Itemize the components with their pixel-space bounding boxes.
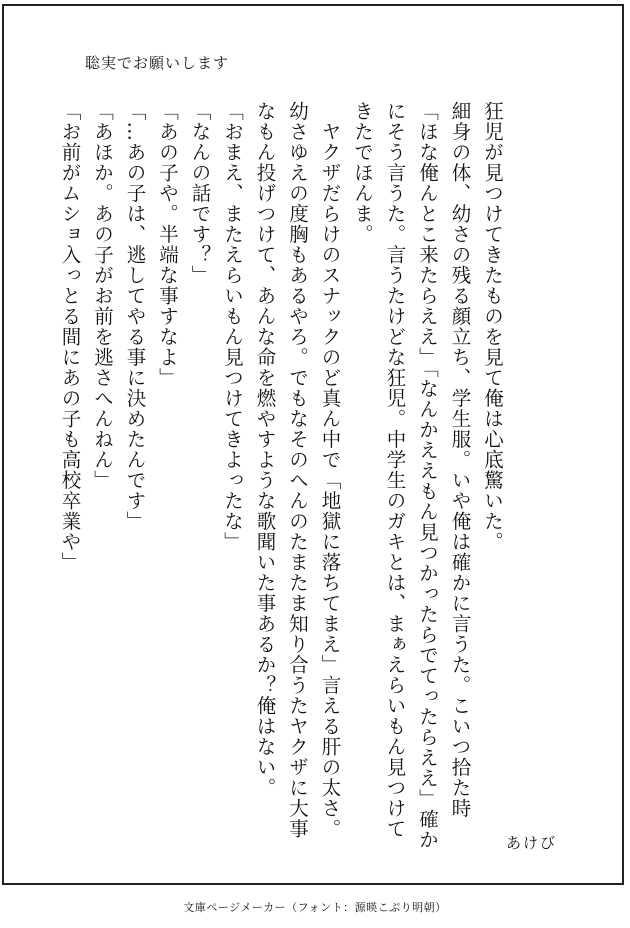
text-line-14: 「お前がムショ入っとる間にあの子も高校卒業や」 [58, 101, 82, 573]
text-line-3: 「ほな俺んとこ来たらええ」「なんかええもん見つかったらでてったらええ」確か [416, 101, 439, 850]
text-line-6: ヤクザだらけのスナックのど真ん中で「地獄に落ちてまえ」言える肝の太さ。 [318, 101, 342, 839]
text-line-9: 「おまえ、またえらいもん見つけてきよったな」 [221, 101, 244, 552]
text-line-7: 幼さゆえの度胸もあるやろ。でもなそのへんのたまたま知り合うたヤクザに大事 [286, 101, 309, 839]
page-frame [2, 4, 624, 885]
text-line-4: にそう言うた。言うたけどな狂児。中学生のガキとは、まぁえらいもん見つけて [383, 101, 407, 839]
page-title: 聡実でお願いします [85, 54, 230, 72]
text-line-10: 「なんの話です？」 [188, 101, 212, 286]
text-line-1: 狂児が見つけてきたものを見て俺は心底驚いた。 [481, 101, 504, 552]
text-line-5: きたでほんま。 [351, 101, 374, 245]
novel-body [53, 101, 508, 850]
text-line-2: 細身の体、幼さの残る顔立ち、学生服。いや俺は確かに言うた。こいつ拾た時 [448, 101, 472, 819]
text-line-8: なもん投げつけて、あんな命を燃やすような歌聞いた事あるか？俺はない。 [253, 101, 277, 798]
text-line-11: 「あの子や。半端な事すなよ」 [156, 101, 179, 388]
footer-credit: 文庫ページメーカー（フォント：源暎こぶり明朝） [183, 901, 447, 914]
text-line-13: 「あほか。あの子がお前を逃さへんねん」 [91, 101, 114, 491]
text-line-12: 「…あの子は、逃してやる事に決めたんです」 [123, 101, 147, 532]
author-name: あけび [506, 834, 558, 852]
